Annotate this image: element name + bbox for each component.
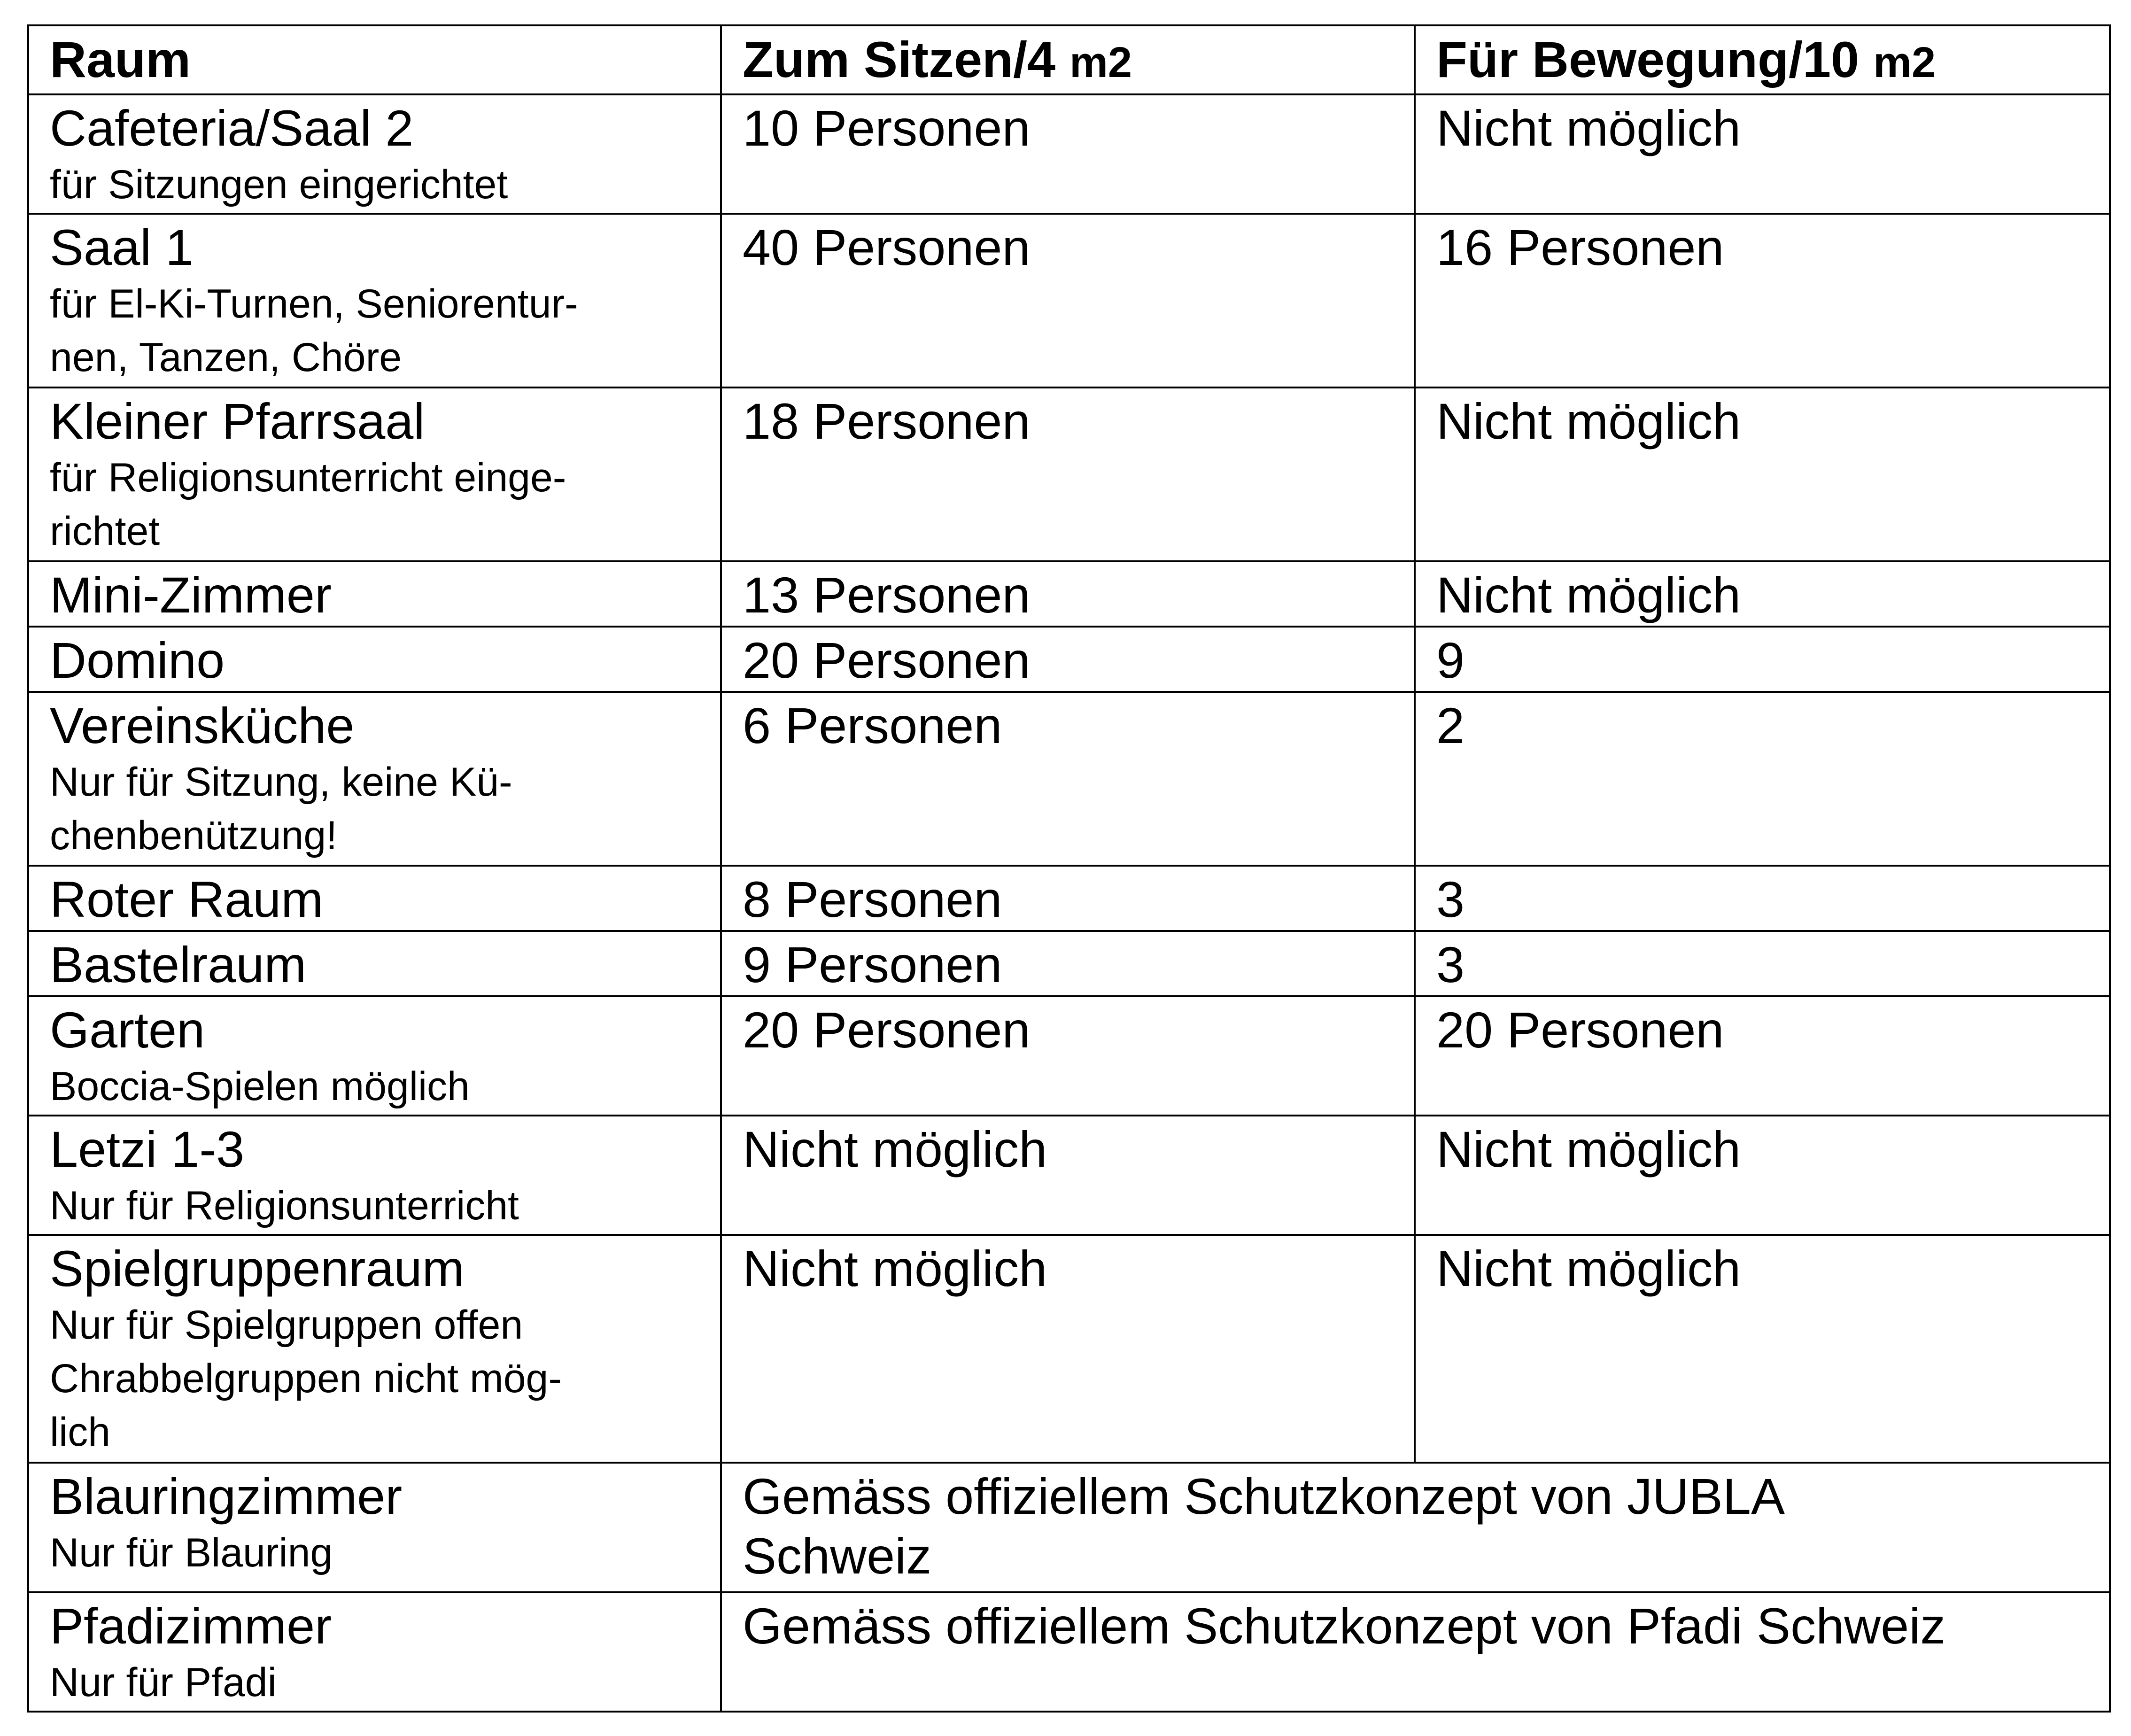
bewegung-value: Nicht möglich: [1436, 1240, 1741, 1297]
room-note-line: für El-Ki-Turnen, Seniorentur-: [50, 281, 578, 326]
room-cell: [28, 931, 721, 996]
room-name: Kleiner Pfarrsaal: [50, 393, 425, 450]
room-name: Cafeteria/Saal 2: [50, 100, 414, 156]
sitzen-cell: [721, 1116, 1415, 1235]
room-name: Mini-Zimmer: [50, 566, 332, 623]
room-note-line: Chrabbelgruppen nicht mög-: [50, 1356, 562, 1401]
room-note-line: Nur für Spielgruppen offen: [50, 1302, 523, 1348]
room-cell: [28, 94, 721, 214]
table-row: [28, 214, 2110, 388]
sitzen-cell: [721, 931, 1415, 996]
room-name: Vereinsküche: [50, 697, 355, 754]
room-cell: [28, 627, 721, 692]
schutzkonzept-line: Gemäss offiziellem Schutzkonzept von JUBLA: [743, 1468, 1785, 1525]
table-row: [28, 94, 2110, 214]
bewegung-value: 16 Personen: [1436, 219, 1724, 276]
table-row: [28, 1592, 2110, 1712]
room-note-line: Boccia-Spielen möglich: [50, 1064, 470, 1109]
bewegung-cell: [1415, 1235, 2110, 1463]
room-cell: [28, 561, 721, 627]
header-sitzen-unit: m2: [1069, 39, 1132, 86]
sitzen-value: 13 Personen: [743, 566, 1031, 623]
sitzen-cell: [721, 94, 1415, 214]
sitzen-value: 20 Personen: [743, 632, 1031, 689]
sitzen-cell: [721, 866, 1415, 931]
table-row: [28, 1235, 2110, 1463]
sitzen-cell: [721, 561, 1415, 627]
room-note-line: lich: [50, 1410, 111, 1455]
bewegung-value: 3: [1436, 871, 1465, 928]
room-note-line: Nur für Pfadi: [50, 1660, 277, 1705]
sitzen-cell: [721, 996, 1415, 1116]
header-fuer-bewegung: Für Bewegung/10 m2: [1415, 25, 2110, 94]
sitzen-value: 20 Personen: [743, 1001, 1031, 1058]
bewegung-cell: [1415, 561, 2110, 627]
bewegung-value: 3: [1436, 936, 1465, 993]
schutzkonzept-cell: [721, 1463, 2110, 1592]
sitzen-cell: [721, 692, 1415, 866]
schutzkonzept-cell: [721, 1592, 2110, 1712]
room-name: Roter Raum: [50, 871, 324, 928]
table-row: [28, 692, 2110, 866]
room-name: Garten: [50, 1001, 205, 1058]
bewegung-value: Nicht möglich: [1436, 566, 1741, 623]
sitzen-value: 10 Personen: [743, 100, 1031, 156]
sitzen-value: 18 Personen: [743, 393, 1031, 450]
schutzkonzept-line: Gemäss offiziellem Schutzkonzept von Pfadi Schweiz: [743, 1597, 1946, 1654]
room-note-line: für Sitzungen eingerichtet: [50, 162, 508, 207]
room-note-line: Nur für Sitzung, keine Kü-: [50, 760, 512, 805]
table-row: [28, 866, 2110, 931]
room-cell: [28, 1463, 721, 1592]
header-bewegung-unit: m2: [1873, 39, 1936, 86]
bewegung-cell: [1415, 388, 2110, 561]
room-name: Pfadizimmer: [50, 1597, 332, 1654]
bewegung-value: Nicht möglich: [1436, 393, 1741, 450]
bewegung-cell: [1415, 214, 2110, 388]
sitzen-value: 40 Personen: [743, 219, 1031, 276]
room-cell: [28, 866, 721, 931]
bewegung-value: Nicht möglich: [1436, 100, 1741, 156]
table-row: [28, 1116, 2110, 1235]
room-note-line: für Religionsunterricht einge-: [50, 455, 566, 500]
table-row: [28, 561, 2110, 627]
schutzkonzept-line: Schweiz: [743, 1527, 932, 1584]
table-row: [28, 1463, 2110, 1592]
sitzen-cell: [721, 627, 1415, 692]
room-name: Blauringzimmer: [50, 1468, 403, 1525]
bewegung-cell: [1415, 1116, 2110, 1235]
room-note-line: Nur für Religionsunterricht: [50, 1183, 519, 1228]
sitzen-cell: [721, 1235, 1415, 1463]
sitzen-value: Nicht möglich: [743, 1121, 1047, 1178]
bewegung-cell: [1415, 931, 2110, 996]
header-zum-sitzen: Zum Sitzen/4 m2: [721, 25, 1415, 94]
bewegung-value: 9: [1436, 632, 1465, 689]
room-cell: [28, 996, 721, 1116]
bewegung-value: 20 Personen: [1436, 1001, 1724, 1058]
room-name: Spielgruppenraum: [50, 1240, 465, 1297]
sitzen-value: 9 Personen: [743, 936, 1002, 993]
room-note-line: richtet: [50, 509, 160, 554]
room-cell: [28, 1235, 721, 1463]
room-name: Bastelraum: [50, 936, 307, 993]
bewegung-value: Nicht möglich: [1436, 1121, 1741, 1178]
table-row: [28, 627, 2110, 692]
table-row: [28, 388, 2110, 561]
room-cell: [28, 1592, 721, 1712]
room-cell: [28, 214, 721, 388]
room-cell: [28, 692, 721, 866]
sitzen-value: 6 Personen: [743, 697, 1002, 754]
bewegung-value: 2: [1436, 697, 1465, 754]
table-row: [28, 996, 2110, 1116]
room-name: Letzi 1-3: [50, 1121, 245, 1178]
table-header-row: [28, 25, 2110, 94]
sitzen-cell: [721, 214, 1415, 388]
bewegung-cell: [1415, 94, 2110, 214]
header-raum: Raum: [28, 25, 721, 94]
bewegung-cell: [1415, 866, 2110, 931]
room-name: Saal 1: [50, 219, 194, 276]
table-row: [28, 931, 2110, 996]
sitzen-cell: [721, 388, 1415, 561]
bewegung-cell: [1415, 692, 2110, 866]
bewegung-cell: [1415, 996, 2110, 1116]
sitzen-value: Nicht möglich: [743, 1240, 1047, 1297]
bewegung-cell: [1415, 627, 2110, 692]
room-note-line: nen, Tanzen, Chöre: [50, 335, 402, 380]
room-name: Domino: [50, 632, 225, 689]
room-note-line: chenbenützung!: [50, 813, 338, 858]
sitzen-value: 8 Personen: [743, 871, 1002, 928]
room-cell: [28, 1116, 721, 1235]
room-note-line: Nur für Blauring: [50, 1530, 333, 1575]
room-cell: [28, 388, 721, 561]
room-capacity-table: [27, 24, 2111, 1713]
